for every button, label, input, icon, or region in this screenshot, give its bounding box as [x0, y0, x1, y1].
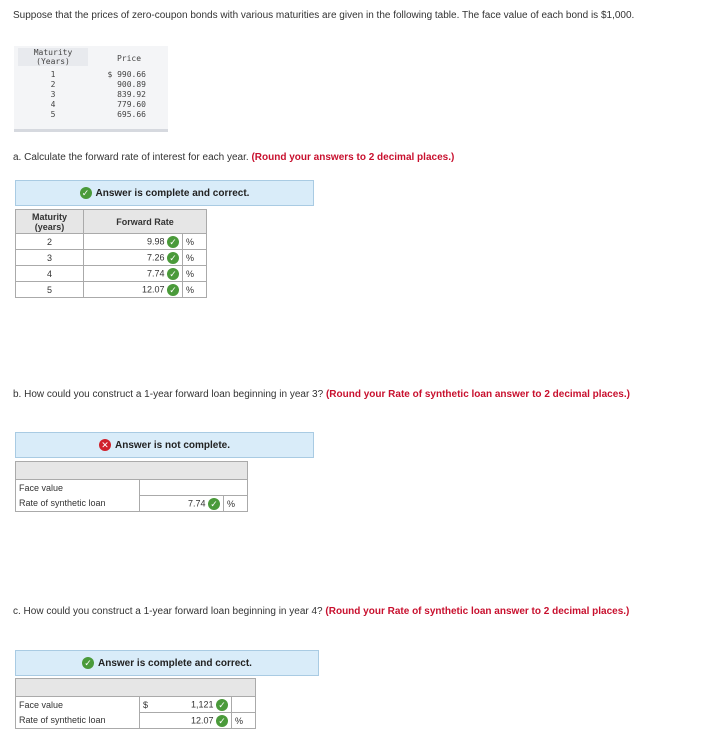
table-row — [16, 713, 256, 729]
part-b-banner-text: Answer is not complete. — [114, 439, 231, 451]
forward-row-maturity: 4 — [16, 266, 84, 282]
part-b-question-text: b. How could you construct a 1-year forward loan beginning in year 3? — [13, 389, 324, 400]
price-row-maturity: 4 — [50, 100, 56, 109]
check-circle-icon: ✓ — [82, 657, 94, 669]
part-c-question — [13, 606, 713, 618]
synthetic-rate-input[interactable] — [140, 496, 224, 512]
check-circle-icon: ✓ — [216, 699, 228, 711]
part-c-status-banner — [15, 650, 319, 676]
face-value-label: Face value — [16, 480, 140, 496]
forward-table-header-maturity: Maturity (years) — [16, 210, 84, 234]
price-row-maturity: 2 — [50, 80, 56, 89]
percent-unit: % — [224, 496, 248, 512]
price-table — [14, 46, 168, 132]
price-row-maturity: 3 — [50, 90, 56, 99]
synthetic-rate-value: 7.74 — [187, 497, 206, 508]
forward-rate-input[interactable] — [84, 266, 183, 282]
forward-rate-value: 12.07 — [141, 283, 165, 294]
synthetic-rate-label: Rate of synthetic loan — [16, 496, 140, 512]
intro-text: Suppose that the prices of zero-coupon bonds with various maturities are given in the following table. The face value of each bond is $1,000. — [13, 10, 635, 21]
forward-rate-input[interactable] — [84, 250, 183, 266]
forward-row-maturity: 3 — [16, 250, 84, 266]
forward-rate-value: 7.26 — [146, 251, 165, 262]
check-circle-icon: ✓ — [167, 236, 179, 248]
percent-unit: % — [232, 713, 256, 729]
price-row-price: 900.89 — [117, 80, 146, 89]
price-row-maturity: 1 — [50, 70, 56, 79]
part-c-table — [15, 678, 256, 729]
forward-row-maturity: 5 — [16, 282, 84, 298]
table-row — [16, 480, 248, 496]
face-value-unit-cell — [232, 697, 256, 713]
forward-table-header-rate: Forward Rate — [84, 210, 207, 234]
check-circle-icon: ✓ — [167, 268, 179, 280]
part-c-banner-text: Answer is complete and correct. — [98, 657, 252, 669]
part-b-instruction: (Round your Rate of synthetic loan answer to 2 decimal places.) — [325, 389, 630, 400]
price-row-price: 779.60 — [117, 100, 146, 109]
check-circle-icon: ✓ — [167, 252, 179, 264]
part-b-question — [13, 389, 713, 401]
check-circle-icon: ✓ — [80, 187, 92, 199]
price-row-maturity: 5 — [50, 110, 56, 119]
table-row — [16, 697, 256, 713]
part-a-banner-text: Answer is complete and correct. — [95, 187, 250, 199]
forward-rate-input[interactable] — [84, 234, 183, 250]
synthetic-rate-input[interactable] — [140, 713, 232, 729]
check-circle-icon: ✓ — [216, 715, 228, 727]
table-row — [16, 250, 207, 266]
price-table-header-price: Price — [116, 54, 142, 63]
x-circle-icon: ✕ — [99, 439, 111, 451]
part-b-status-banner — [15, 432, 314, 458]
part-a-question — [13, 152, 713, 164]
face-value-input[interactable] — [140, 480, 248, 496]
price-table-maturity-col — [18, 70, 88, 120]
forward-row-maturity: 2 — [16, 234, 84, 250]
part-b-table — [15, 461, 248, 512]
price-table-header-maturity: Maturity (Years) — [18, 48, 88, 66]
face-value-value: 1,121 — [190, 698, 214, 709]
price-row-price: 695.66 — [117, 110, 146, 119]
part-a-status-banner — [15, 180, 314, 206]
table-row — [16, 496, 248, 512]
forward-rate-input[interactable] — [84, 282, 183, 298]
currency-symbol: $ — [140, 697, 152, 713]
percent-unit: % — [183, 250, 207, 266]
face-value-label: Face value — [16, 697, 140, 713]
forward-rate-value: 9.98 — [146, 235, 165, 246]
price-table-price-col — [90, 70, 146, 120]
part-a-question-text: a. Calculate the forward rate of interest for each year. — [13, 152, 249, 163]
part-b-table-header — [16, 462, 248, 480]
percent-unit: % — [183, 234, 207, 250]
table-row — [16, 266, 207, 282]
table-row — [16, 234, 207, 250]
price-row-price: 839.92 — [117, 90, 146, 99]
part-a-instruction: (Round your answers to 2 decimal places.) — [251, 152, 455, 163]
price-table-bottom-bar — [14, 129, 168, 132]
check-circle-icon: ✓ — [208, 498, 220, 510]
percent-unit: % — [183, 282, 207, 298]
table-row — [16, 282, 207, 298]
face-value-input[interactable] — [151, 697, 231, 713]
forward-rate-table — [15, 209, 207, 298]
synthetic-rate-label: Rate of synthetic loan — [16, 713, 140, 729]
price-row-price: $ 990.66 — [107, 70, 146, 79]
synthetic-rate-value: 12.07 — [190, 714, 214, 725]
part-c-instruction: (Round your Rate of synthetic loan answer to 2 decimal places.) — [325, 606, 630, 617]
part-c-question-text: c. How could you construct a 1-year forward loan beginning in year 4? — [13, 606, 323, 617]
forward-rate-value: 7.74 — [146, 267, 165, 278]
part-c-table-header — [16, 679, 256, 697]
percent-unit: % — [183, 266, 207, 282]
check-circle-icon: ✓ — [167, 284, 179, 296]
